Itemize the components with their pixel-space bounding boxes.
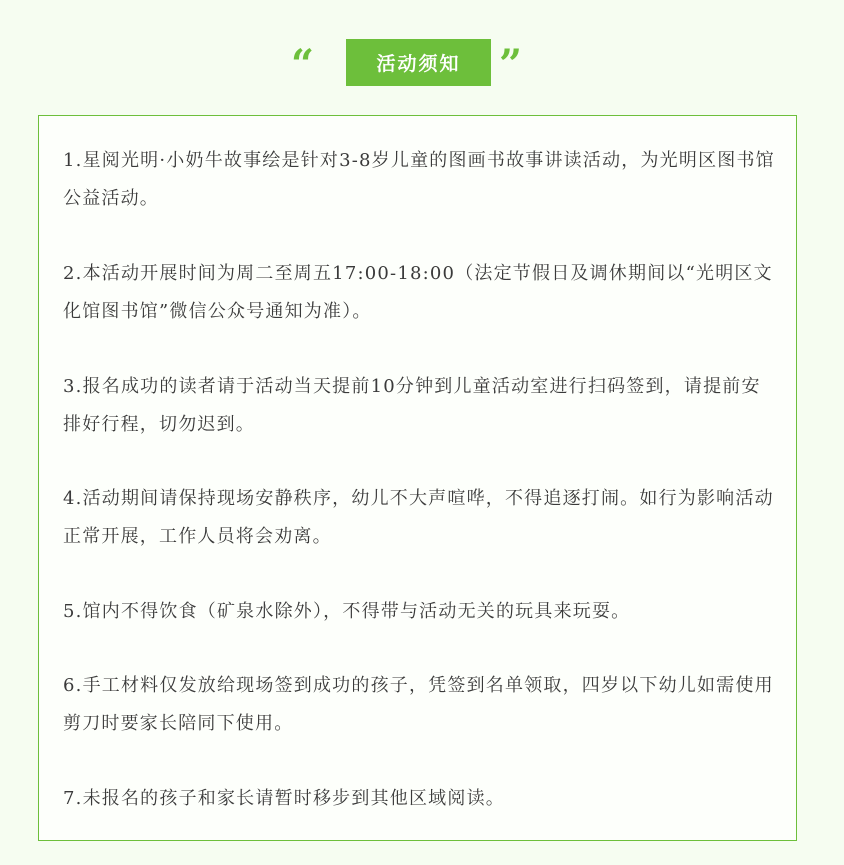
notice-item-3: 3.报名成功的读者请于活动当天提前10分钟到儿童活动室进行扫码签到，请提前安排好行程，切勿迟到。 <box>63 376 761 435</box>
notice-box <box>38 115 797 841</box>
section-header <box>0 39 844 87</box>
notice-item-1: 1.星阅光明·小奶牛故事绘是针对3-8岁儿童的图画书故事讲读活动，为光明区图书馆公益活动。 <box>63 150 775 209</box>
notice-item-7: 7.未报名的孩子和家长请暂时移步到其他区域阅读。 <box>63 788 505 809</box>
notice-item-4: 4.活动期间请保持现场安静秩序，幼儿不大声喧哗，不得追逐打闹。如行为影响活动正常开展，工作人员将会劝离。 <box>63 488 774 547</box>
open-quote-mark: “ <box>291 41 315 88</box>
section-title: 活动须知 <box>346 39 491 86</box>
notice-item-5: 5.馆内不得饮食（矿泉水除外），不得带与活动无关的玩具来玩耍。 <box>63 601 631 622</box>
close-quote-mark: ” <box>499 41 523 88</box>
notice-item-6: 6.手工材料仅发放给现场签到成功的孩子，凭签到名单领取，四岁以下幼儿如需使用剪刀时要家长陪同下使用。 <box>63 675 774 734</box>
notice-item-2: 2.本活动开展时间为周二至周五17:00-18:00（法定节假日及调休期间以“光明区文化馆图书馆”微信公众号通知为准）。 <box>63 263 773 322</box>
